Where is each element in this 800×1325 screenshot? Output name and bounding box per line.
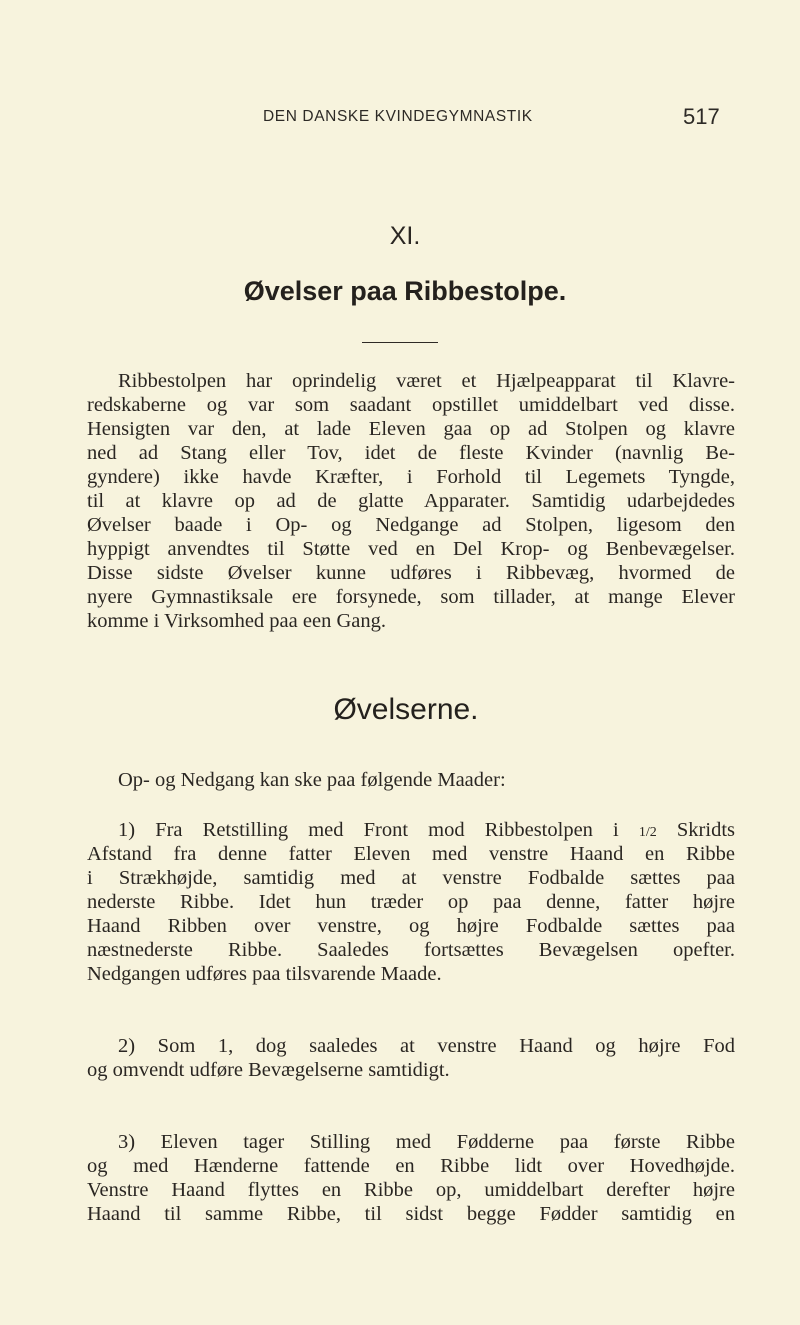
text-line: 2) Som 1, dog saaledes at venstre Haand og højre Fod <box>118 1035 735 1057</box>
text-line: gyndere) ikke havde Kræfter, i Forhold til Legemets Tyngde, <box>87 466 735 488</box>
text-line: hyppigt anvendtes til Støtte ved en Del Krop- og Benbevægelser. <box>87 538 735 560</box>
title-divider <box>362 342 438 343</box>
fraction: 1/2 <box>638 825 657 840</box>
text-line: komme i Virksomhed paa een Gang. <box>87 610 386 632</box>
text-line <box>87 818 735 842</box>
text-line: i Strækhøjde, samtidig med at venstre Fodbalde sættes paa <box>87 867 735 889</box>
text-line: Nedgangen udføres paa tilsvarende Maade. <box>87 963 442 985</box>
text-line: Haand til samme Ribbe, til sidst begge Fødder samtidig en <box>87 1203 735 1225</box>
text-line: og omvendt udføre Bevægelserne samtidigt. <box>87 1059 450 1081</box>
section-heading: Øvelserne. <box>333 693 479 726</box>
text-line: nyere Gymnastiksale ere forsynede, som tillader, at mange Elever <box>87 586 735 608</box>
chapter-numeral: XI. <box>389 222 421 250</box>
text-line: ned ad Stang eller Tov, idet de fleste Kvinder (navnlig Be- <box>87 442 735 464</box>
text-line: 3) Eleven tager Stilling med Fødderne paa første Ribbe <box>118 1131 735 1153</box>
exercise-1-line-start: 1) Fra Retstilling med Front mod Ribbestolpen i <box>118 819 619 841</box>
text-line: Øvelser baade i Op- og Nedgange ad Stolpen, ligesom den <box>87 514 735 536</box>
lead-paragraph <box>87 768 735 792</box>
text-line: Hensigten var den, at lade Eleven gaa op ad Stolpen og klavre <box>87 418 735 440</box>
text-line: til at klavre op ad de glatte Apparater. Samtidig udarbejdedes <box>87 490 735 512</box>
page-number: 517 <box>683 104 720 129</box>
chapter-title: Øvelser paa Ribbestolpe. <box>243 276 567 306</box>
exercise-2 <box>87 1034 735 1082</box>
intro-paragraph <box>87 369 735 633</box>
text-line: Op- og Nedgang kan ske paa følgende Maader: <box>118 769 506 791</box>
running-title: DEN DANSKE KVINDEGYMNASTIK <box>263 108 533 125</box>
text-line: og med Hænderne fattende en Ribbe lidt over Hovedhøjde. <box>87 1155 735 1177</box>
text-line: Venstre Haand flyttes en Ribbe op, umiddelbart derefter højre <box>87 1179 735 1201</box>
text-line: næstnederste Ribbe. Saaledes fortsættes Bevægelsen opefter. <box>87 939 735 961</box>
text-line: redskaberne og var som saadant opstillet umiddelbart ved disse. <box>87 394 735 416</box>
running-head <box>0 104 800 134</box>
text-line: Ribbestolpen har oprindelig været et Hjælpeapparat til Klavre- <box>118 370 735 392</box>
text-line: Haand Ribben over venstre, og højre Fodbalde sættes paa <box>87 915 735 937</box>
text-line: Afstand fra denne fatter Eleven med venstre Haand en Ribbe <box>87 843 735 865</box>
exercise-1 <box>87 818 735 986</box>
text-line: nederste Ribbe. Idet hun træder op paa denne, fatter højre <box>87 891 735 913</box>
exercise-3 <box>87 1130 735 1226</box>
text-line: Disse sidste Øvelser kunne udføres i Ribbevæg, hvormed de <box>87 562 735 584</box>
exercise-1-line-end: Skridts <box>676 819 735 841</box>
